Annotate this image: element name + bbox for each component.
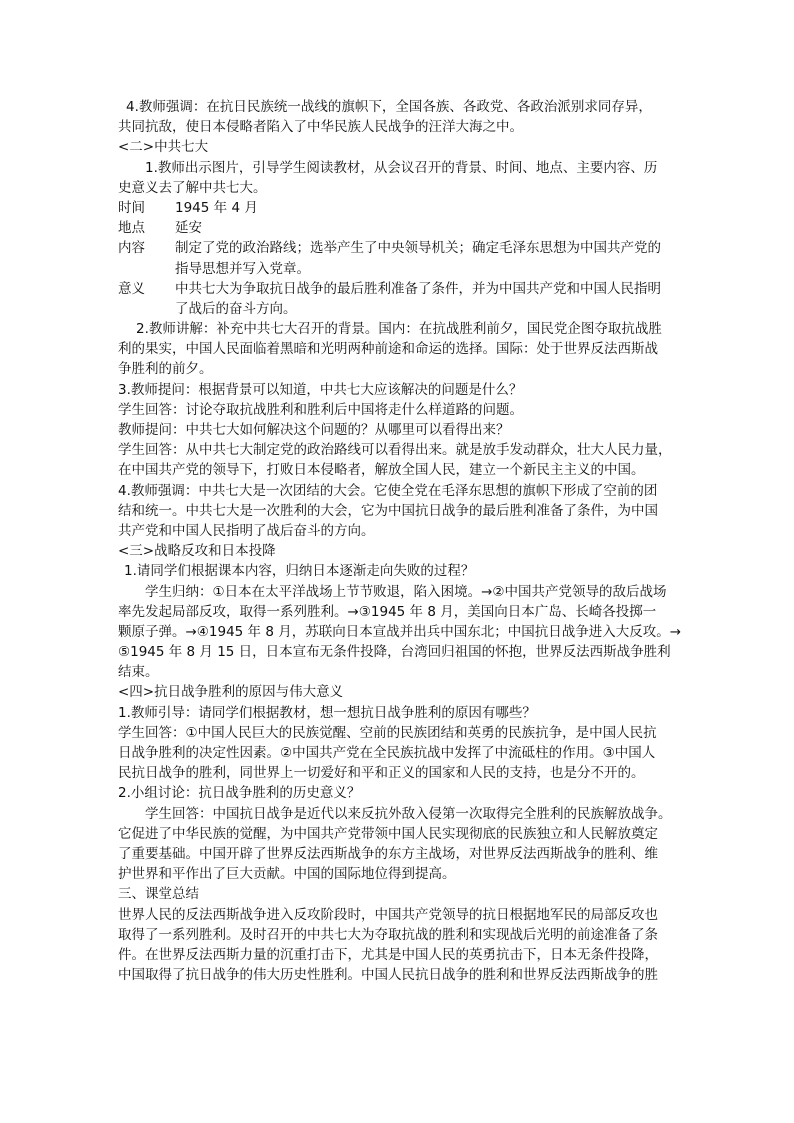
paragraph-line: 民抗日战争的胜利，同世界上一切爱好和平和正义的国家和人民的支持，也是分不开的。 (118, 765, 645, 782)
paragraph-line: 史意义去了解中共七大。 (118, 179, 267, 196)
paragraph-line: 利的果实，中国人民面临着黑暗和光明两种前途和命运的选择。国际：处于世界反法西斯战 (118, 341, 658, 358)
paragraph-line: 世界人民的反法西斯战争进入反攻阶段时，中国共产党领导的抗日根据地军民的局部反攻也 (118, 906, 658, 923)
section-heading: <四>抗日战争胜利的原因与伟大意义 (118, 684, 344, 701)
info-label: 地点 (118, 220, 145, 237)
info-row-content (118, 238, 680, 258)
paragraph-line: 学生回答：从中共七大制定党的政治路线可以看得出来。就是放手发动群众，壮大人民力量， (118, 442, 672, 459)
paragraph-line: 结和统一。中共七大是一次胜利的大会，它为中国抗日战争的最后胜利准备了条件，为中国 (118, 502, 658, 519)
paragraph-line: 2.教师讲解：补充中共七大召开的背景。国内：在抗战胜利前夕，国民党企图夺取抗战胜 (136, 321, 662, 338)
paragraph-line: 4.教师强调：在抗日民族统一战线的旗帜下，全国各族、各政党、各政治派别求同存异， (126, 99, 652, 115)
paragraph-line: 护世界和平作出了巨大贡献。中国的国际地位得到提高。 (118, 866, 456, 883)
paragraph-line: 学生归纳：①日本在太平洋战场上节节败退，陷入困境。→②中国共产党领导的敌后战场 (145, 583, 667, 600)
paragraph-line: 日战争胜利的决定性因素。②中国共产党在全民族抗战中发挥了中流砥柱的作用。③中国人 (118, 745, 656, 761)
paragraph-line: 争胜利的前夕。 (118, 361, 213, 378)
paragraph-line: 学生回答：讨论夺取抗战胜利和胜利后中国将走什么样道路的问题。 (118, 401, 523, 418)
paragraph-line: 它促进了中华民族的觉醒，为中国共产党带领中国人民实现彻底的民族独立和人民解放奠定 (118, 825, 658, 842)
paragraph-line: 结束。 (118, 664, 159, 681)
section-heading: <二>中共七大 (118, 139, 209, 156)
paragraph-line: 教师提问：中共七大如何解决这个问题的？从哪里可以看得出来？ (118, 422, 510, 438)
paragraph-line: 1.教师引导：请同学们根据教材，想一想抗日战争胜利的原因有哪些？ (118, 704, 536, 721)
section-heading: 三、课堂总结 (118, 886, 199, 903)
paragraph-line: 学生回答：①中国人民巨大的民族觉醒、空前的民族团结和英勇的民族抗争，是中国人民抗 (118, 724, 657, 741)
paragraph-line: 1.请同学们根据课本内容，归纳日本逐渐走向失败的过程？ (124, 563, 475, 580)
paragraph-line: 了重要基础。中国开辟了世界反法西斯战争的东方主战场，对世界反法西斯战争的胜利、维 (118, 845, 658, 862)
paragraph-line: 共产党和中国人民指明了战后奋斗的方向。 (118, 522, 375, 539)
paragraph-line: 学生回答：中国抗日战争是近代以来反抗外敌入侵第一次取得完全胜利的民族解放战争。 (145, 805, 672, 822)
paragraph-line: 颗原子弹。→④1945 年 8 月，苏联向日本宣战并出兵中国东北；中国抗日战争进入大反攻。→ (118, 623, 682, 640)
paragraph-line: ⑤1945 年 8 月 15 日，日本宣布无条件投降，台湾回归祖国的怀抱，世界反法西斯战争胜利 (118, 644, 671, 661)
paragraph-line: 件。在世界反法西斯力量的沉重打击下，尤其是中国人民的英勇抗击下，日本无条件投降， (118, 946, 658, 963)
info-value: 中共七大为争取抗日战争的最后胜利准备了条件，并为中国共产党和中国人民指明 (175, 280, 661, 297)
paragraph-line: 取得了一系列胜利。及时召开的中共七大为夺取抗战的胜利和实现战后光明的前途准备了条 (118, 926, 658, 943)
info-row-time (118, 198, 680, 218)
paragraph-line: 在中国共产党的领导下，打败日本侵略者，解放全国人民，建立一个新民主主义的中国。 (118, 462, 645, 479)
paragraph-line: 中国取得了抗日战争的伟大历史性胜利。中国人民抗日战争的胜利和世界反法西斯战争的胜 (118, 967, 658, 984)
document-page (118, 97, 680, 985)
paragraph-line: 共同抗敌，使日本侵略者陷入了中华民族人民战争的汪洋大海之中。 (118, 119, 523, 136)
info-label: 内容 (118, 240, 145, 257)
info-value: 1945 年 4 月 (175, 199, 258, 216)
info-row-place (118, 218, 680, 238)
section-heading: <三>战略反攻和日本投降 (118, 543, 276, 560)
info-value: 制定了党的政治路线；选举产生了中央领导机关；确定毛泽东思想为中国共产党的 (175, 240, 661, 257)
paragraph-line: 1.教师出示图片，引导学生阅读教材，从会议召开的背景、时间、地点、主要内容、历 (145, 159, 658, 176)
info-label: 时间 (118, 199, 145, 216)
info-value-continued: 了战后的奋斗方向。 (175, 300, 297, 317)
paragraph-line: 3.教师提问：根据背景可以知道，中共七大应该解决的问题是什么？ (118, 381, 523, 398)
info-label: 意义 (118, 280, 145, 297)
paragraph-line: 2.小组讨论：抗日战争胜利的历史意义？ (118, 785, 361, 802)
info-value: 延安 (175, 220, 202, 237)
paragraph-line: 4.教师强调：中共七大是一次团结的大会。它使全党在毛泽东思想的旗帜下形成了空前的团 (118, 482, 658, 499)
info-row-meaning (118, 279, 680, 299)
paragraph-line: 率先发起局部反攻，取得一系列胜利。→③1945 年 8 月，美国向日本广岛、长崎各投掷一 (118, 603, 657, 620)
info-value-continued: 指导思想并写入党章。 (175, 260, 310, 277)
